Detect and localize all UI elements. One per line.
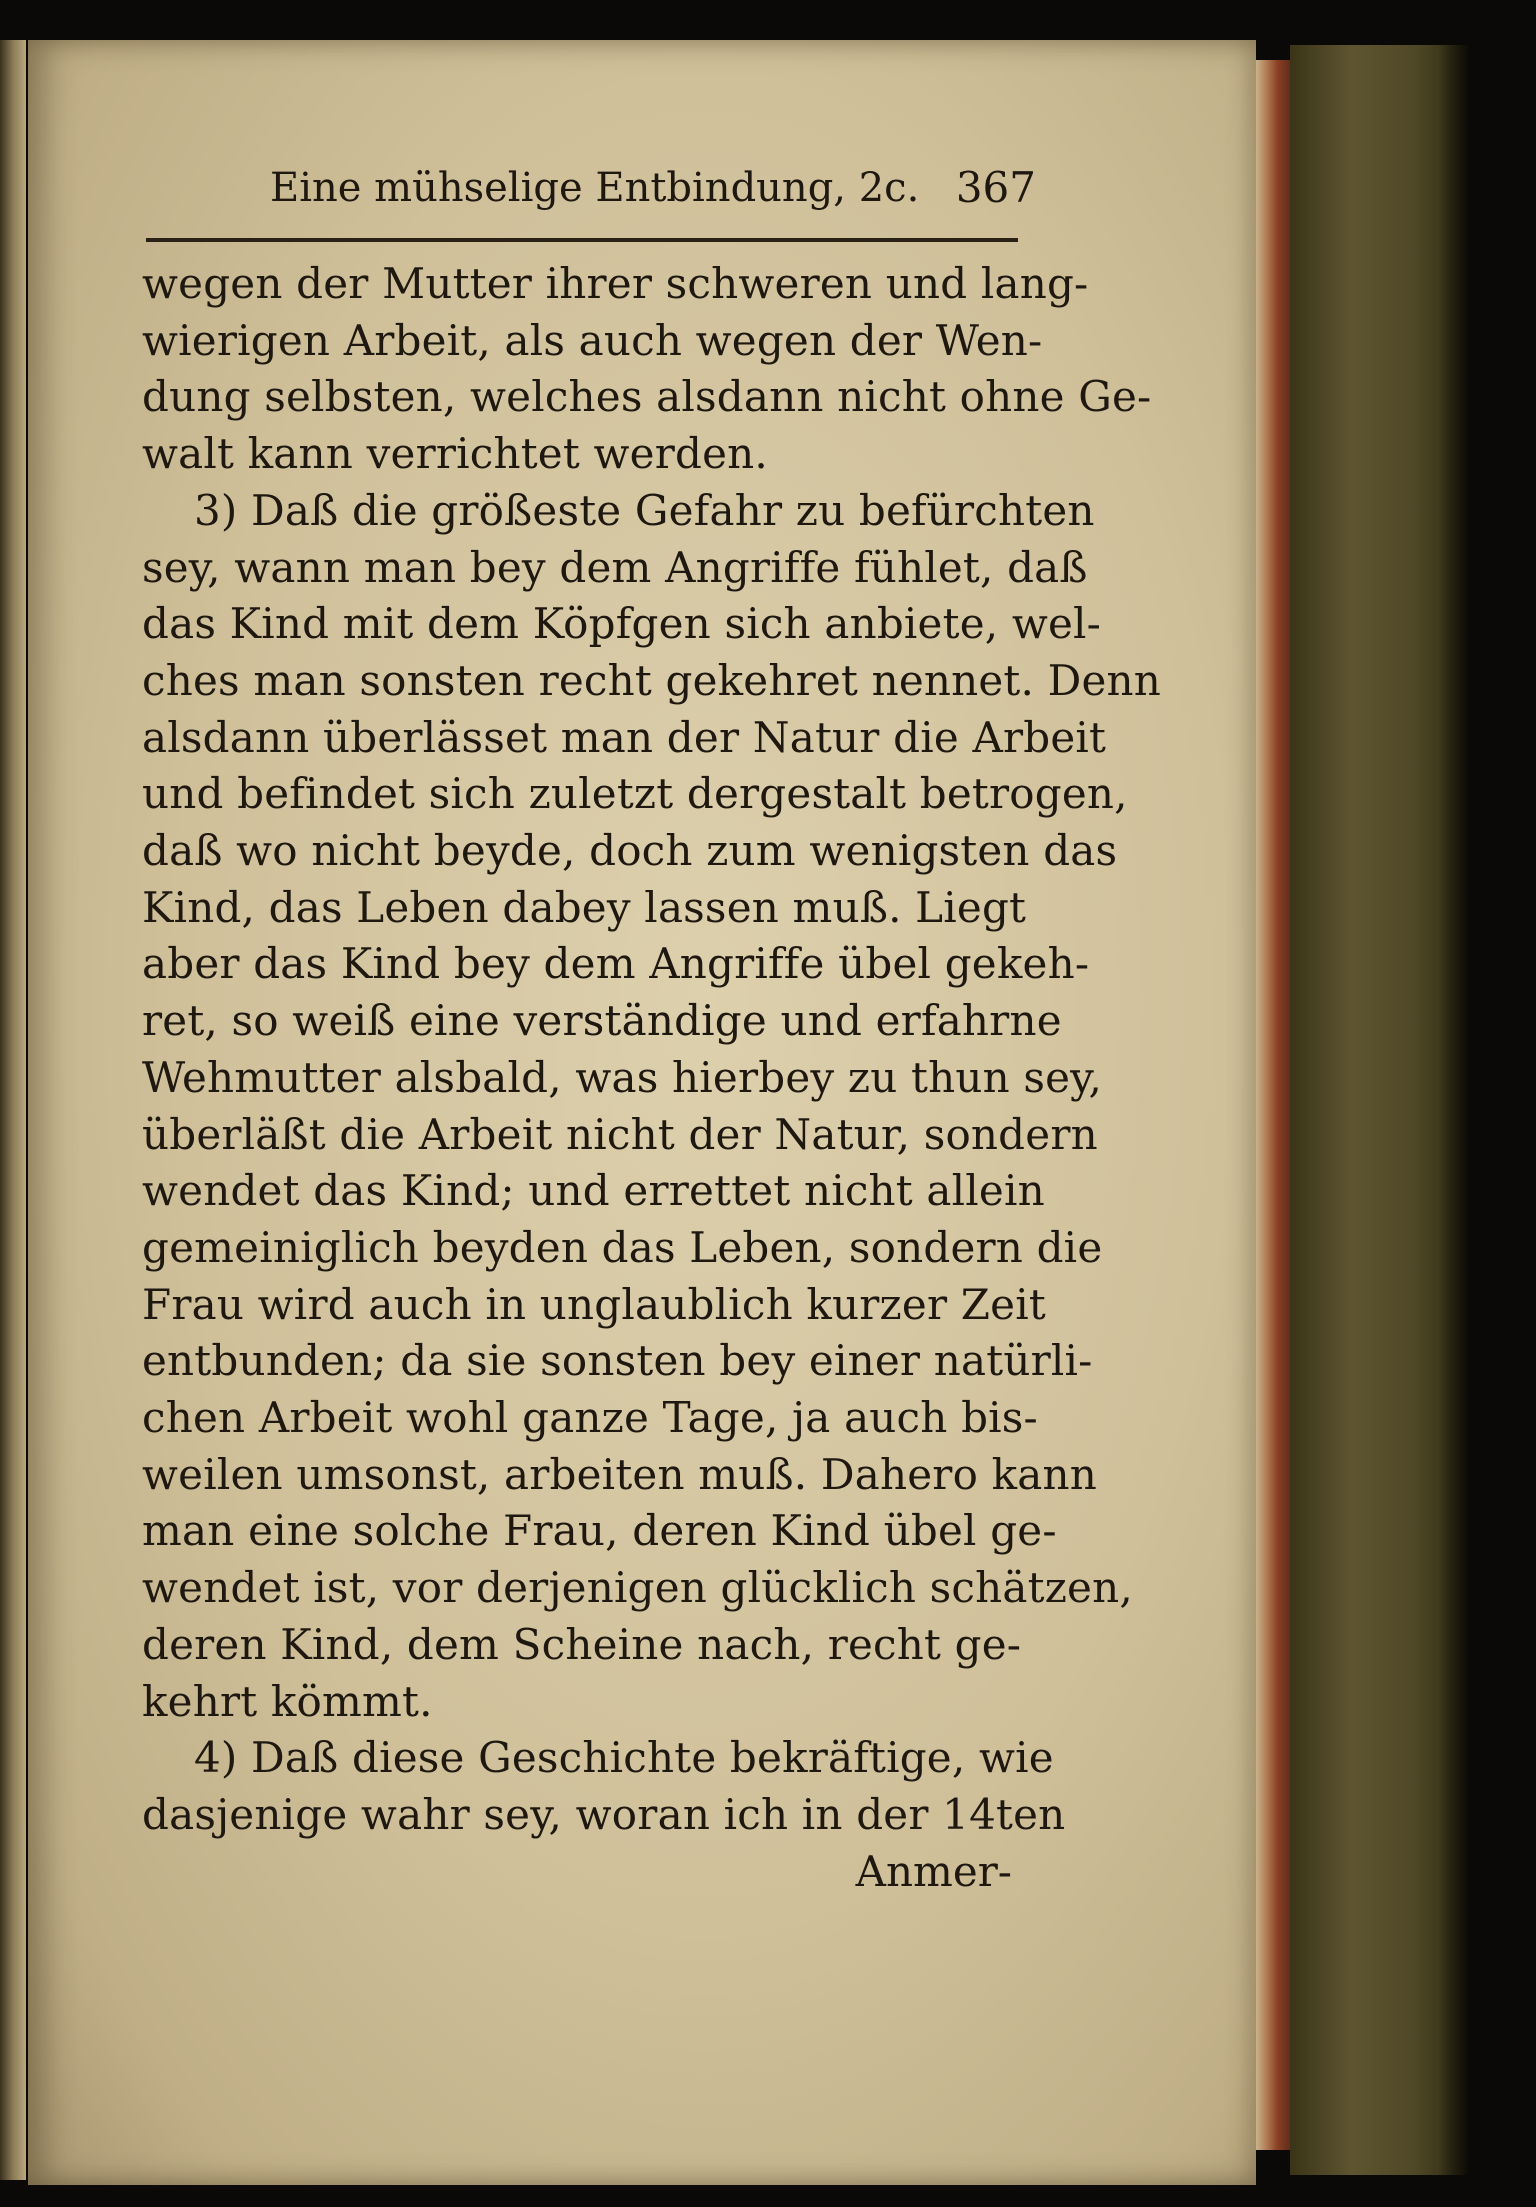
running-head — [142, 148, 1036, 228]
text-line: Wehmutter alsbald, was hierbey zu thun sey, — [142, 1052, 1103, 1102]
text-line: 4) Daß diese Geschichte bekräftige, wie — [194, 1733, 1054, 1783]
text-line: wendet ist, vor derjenigen glücklich schätzen, — [142, 1563, 1133, 1613]
text-line: weilen umsonst, arbeiten muß. Dahero kann — [142, 1449, 1098, 1499]
text-line: Kind, das Leben dabey lassen muß. Liegt — [142, 882, 1027, 932]
body-text — [142, 256, 1162, 1844]
text-line: alsdann überlässet man der Natur die Arbeit — [142, 712, 1107, 762]
text-line: entbunden; da sie sonsten bey einer natürli- — [142, 1336, 1093, 1386]
text-line: gemeiniglich beyden das Leben, sondern die — [142, 1222, 1103, 1272]
text-line: und befindet sich zuletzt dergestalt betrogen, — [142, 769, 1128, 819]
text-line: deren Kind, dem Scheine nach, recht ge- — [142, 1619, 1022, 1669]
text-line: ret, so weiß eine verständige und erfahrne — [142, 996, 1062, 1046]
text-line: man eine solche Frau, deren Kind übel ge- — [142, 1506, 1057, 1556]
text-line: daß wo nicht beyde, doch zum wenigsten das — [142, 826, 1118, 876]
text-line: 3) Daß die größeste Gefahr zu befürchten — [194, 485, 1095, 535]
text-line: dasjenige wahr sey, woran ich in der 14ten — [142, 1789, 1066, 1839]
header-rule — [146, 238, 1018, 242]
page-fore-edge — [1256, 60, 1292, 2150]
page-text-block — [142, 148, 1162, 1900]
text-line: aber das Kind bey dem Angriffe übel gekeh- — [142, 939, 1090, 989]
catchword: Anmer- — [855, 1846, 1012, 1896]
text-line: walt kann verrichtet werden. — [142, 429, 768, 479]
text-line: dung selbsten, welches alsdann nicht ohne Ge- — [142, 372, 1152, 422]
text-line: wendet das Kind; und errettet nicht allein — [142, 1166, 1045, 1216]
text-line: das Kind mit dem Köpfgen sich anbiete, wel- — [142, 599, 1102, 649]
text-line: sey, wann man bey dem Angriffe fühlet, daß — [142, 542, 1088, 592]
text-line: Frau wird auch in unglaublich kurzer Zeit — [142, 1279, 1046, 1329]
text-line: ches man sonsten recht gekehret nennet. Denn — [142, 655, 1162, 705]
text-line: chen Arbeit wohl ganze Tage, ja auch bis- — [142, 1393, 1038, 1443]
running-head-title: Eine mühselige Entbindung, 2c. — [270, 165, 920, 211]
text-line: wierigen Arbeit, als auch wegen der Wen- — [142, 315, 1043, 365]
text-line: wegen der Mutter ihrer schweren und lang- — [142, 259, 1089, 308]
page-number: 367 — [955, 163, 1036, 212]
text-line: überläßt die Arbeit nicht der Natur, sondern — [142, 1109, 1098, 1159]
text-line: kehrt kömmt. — [142, 1676, 433, 1726]
facing-page-edge — [0, 40, 26, 2180]
book-cover-board — [1290, 45, 1468, 2175]
